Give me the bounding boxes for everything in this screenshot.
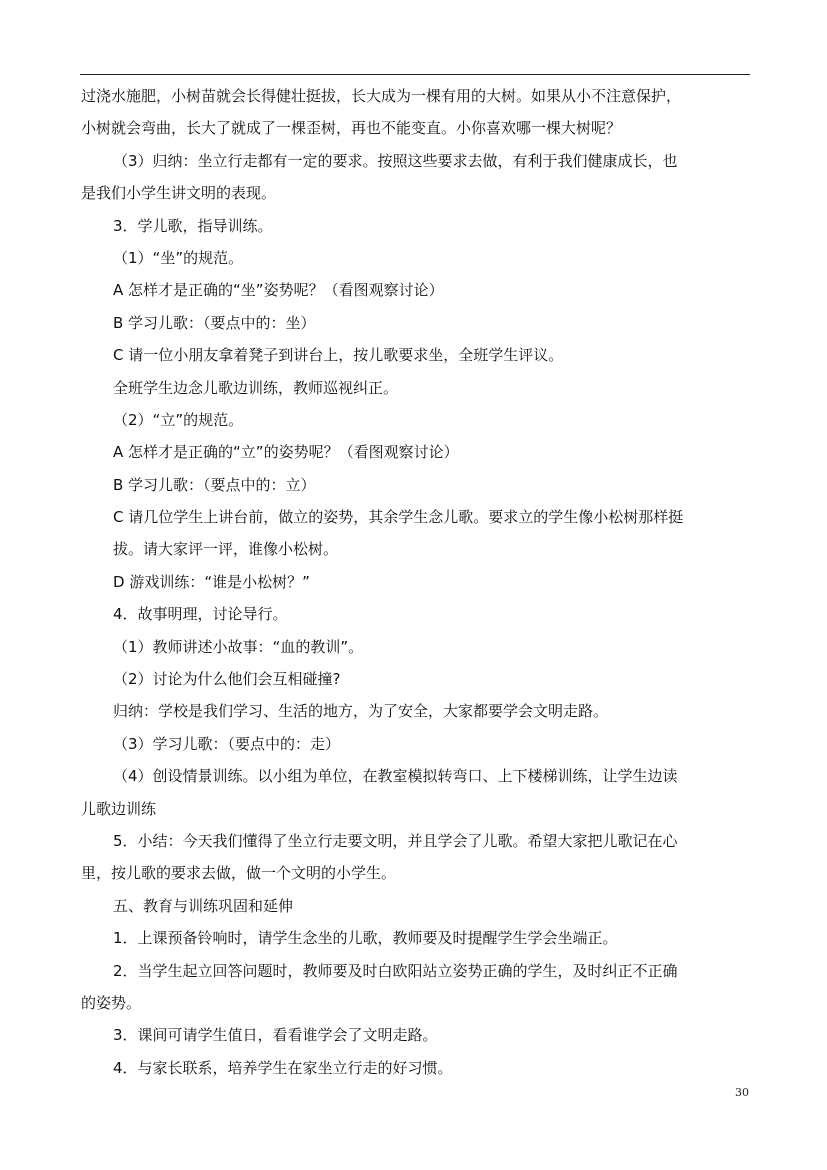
paragraph-line: 3．学儿歌，指导训练。: [113, 216, 273, 235]
paragraph-line: 是我们小学生讲文明的表现。: [81, 184, 277, 203]
paragraph-line: 2．当学生起立回答问题时，教师要及时白欧阳站立姿势正确的学生，及时纠正不正确: [113, 961, 678, 980]
paragraph-line: 里，按儿歌的要求去做，做一个文明的小学生。: [81, 864, 397, 883]
paragraph-line: A 怎样才是正确的“立”的姿势呢？（看图观察讨论）: [113, 443, 459, 462]
paragraph-line: B 学习儿歌：（要点中的：坐）: [113, 313, 316, 332]
paragraph-line: （2）讨论为什么他们会互相碰撞?: [113, 670, 341, 689]
header-rule: [80, 74, 750, 75]
paragraph-line: 的姿势。: [81, 993, 142, 1012]
paragraph-line: 五、教育与训练巩固和延伸: [113, 896, 294, 915]
paragraph-line: 4．故事明理，讨论导行。: [113, 605, 288, 624]
paragraph-line: 小树就会弯曲，长大了就成了一棵歪树，再也不能变直。小你喜欢哪一棵大树呢？: [81, 119, 622, 138]
paragraph-line: B 学习儿歌：（要点中的：立）: [113, 475, 316, 494]
paragraph-line: （1）教师讲述小故事：“血的教训”。: [113, 637, 364, 656]
paragraph-line: 5．小结：今天我们懂得了坐立行走要文明，并且学会了儿歌。希望大家把儿歌记在心: [113, 831, 678, 850]
paragraph-line: （3）归纳：坐立行走都有一定的要求。按照这些要求去做，有利于我们健康成长，也: [113, 151, 678, 170]
paragraph-line: 拔。请大家评一评，谁像小松树。: [113, 540, 339, 559]
paragraph-line: D 游戏训练：“谁是小松树？”: [113, 572, 310, 591]
paragraph-line: 3．课间可请学生值日，看看谁学会了文明走路。: [113, 1026, 438, 1045]
paragraph-line: 儿歌边训练: [81, 799, 157, 818]
paragraph-line: （1）“坐”的规范。: [113, 248, 244, 267]
paragraph-line: A 怎样才是正确的“坐”姿势呢？（看图观察讨论）: [113, 281, 444, 300]
paragraph-line: 4．与家长联系，培养学生在家坐立行走的好习惯。: [113, 1058, 453, 1077]
paragraph-line: 归纳：学校是我们学习、生活的地方，为了安全，大家都要学会文明走路。: [113, 702, 609, 721]
paragraph-line: （3）学习儿歌：（要点中的：走）: [113, 734, 341, 753]
page-number: 30: [735, 1086, 749, 1099]
paragraph-line: 全班学生边念儿歌边训练，教师巡视纠正。: [113, 378, 399, 397]
paragraph-line: 过浇水施肥，小树苗就会长得健壮挺拔，长大成为一棵有用的大树。如果从小不注意保护，: [81, 87, 682, 105]
paragraph-line: 1．上课预备铃响时，请学生念坐的儿歌，教师要及时提醒学生学会坐端正。: [113, 929, 618, 948]
document-body: [81, 80, 749, 1084]
paragraph-line: （2）“立”的规范。: [113, 410, 244, 429]
paragraph-line: （4）创设情景训练。以小组为单位，在教室模拟转弯口、上下楼梯训练，让学生边读: [113, 767, 678, 786]
paragraph-line: C 请一位小朋友拿着凳子到讲台上，按儿歌要求坐，全班学生评议。: [113, 346, 564, 365]
paragraph-line: C 请几位学生上讲台前，做立的姿势，其余学生念儿歌。要求立的学生像小松树那样挺: [113, 508, 684, 527]
